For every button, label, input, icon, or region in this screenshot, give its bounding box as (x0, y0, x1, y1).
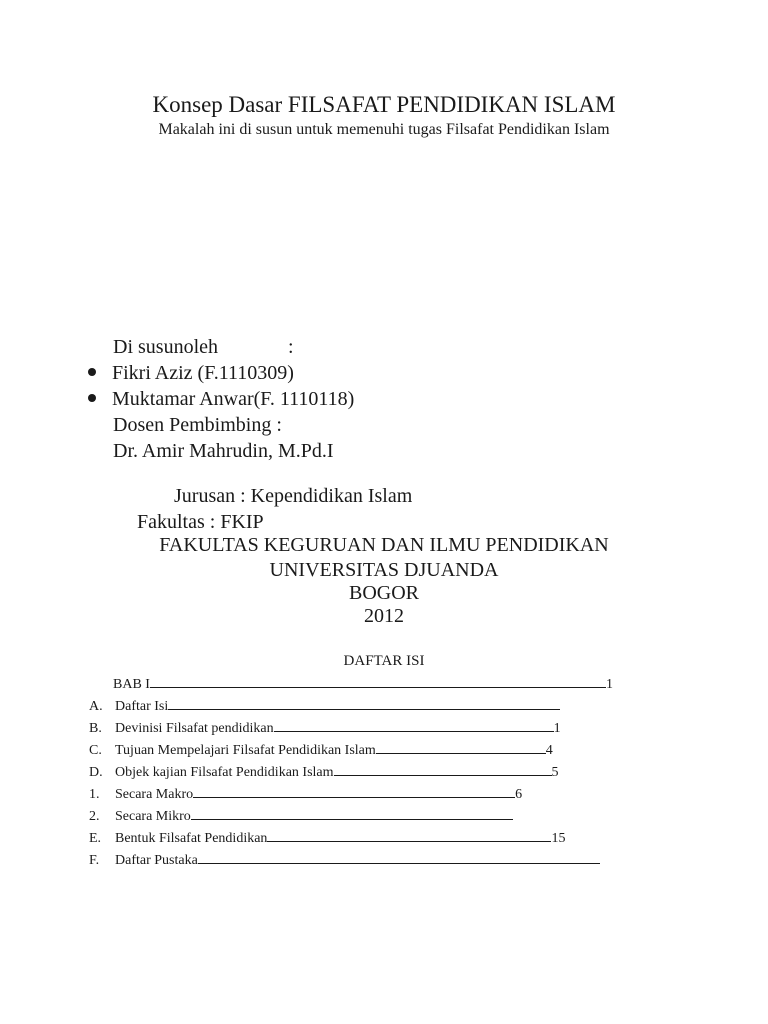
toc-entry-text: Secara Makro (115, 787, 194, 802)
toc-entry-text: Bentuk Filsafat Pendidikan (115, 831, 268, 846)
toc-leader-line (334, 763, 552, 776)
author-item (88, 388, 354, 411)
toc-entry-text: Daftar Isi (115, 699, 169, 714)
toc-leader-line (168, 697, 560, 710)
toc-entry-marker: 1. (89, 787, 100, 802)
toc-entry-page: 1 (553, 721, 561, 736)
faculty: Fakultas : FKIP (137, 511, 264, 533)
toc-entry (89, 851, 600, 869)
toc-entry-text: Daftar Pustaka (115, 853, 198, 868)
institution-university: UNIVERSITAS DJUANDA (269, 559, 499, 581)
toc-entry (89, 719, 561, 737)
toc-leader-line (274, 719, 554, 732)
institution-faculty: FAKULTAS KEGURUAN DAN ILMU PENDIDIKAN (159, 534, 609, 556)
toc-entry-page: 4 (545, 743, 553, 758)
toc-heading: DAFTAR ISI (343, 653, 425, 669)
page-subtitle: Makalah ini di susun untuk memenuhi tugas Filsafat Pendidikan Islam (158, 121, 610, 138)
department: Jurusan : Kependidikan Islam (174, 485, 413, 507)
bullet-icon (88, 368, 96, 376)
toc-entry-page: 15 (551, 831, 566, 846)
toc-entry (89, 741, 553, 759)
author-name: Muktamar Anwar(F. 1110118) (112, 388, 355, 410)
toc-entry-marker: D. (89, 765, 103, 780)
toc-entry-page: 6 (515, 787, 523, 802)
toc-entry-marker: F. (89, 853, 100, 868)
toc-leader-line (376, 741, 546, 754)
toc-entry-page: 1 (605, 677, 613, 692)
author-name: Fikri Aziz (F.1110309) (112, 362, 294, 384)
toc-entry-marker: B. (89, 721, 102, 736)
toc-entry-text: Tujuan Mempelajari Filsafat Pendidikan Islam (115, 743, 376, 758)
toc-entry-text: BAB I (113, 677, 150, 692)
toc-entry (89, 697, 560, 715)
bullet-icon (88, 394, 96, 402)
toc-leader-line (150, 675, 606, 688)
toc-entry (89, 763, 559, 781)
toc-entry-text: Secara Mikro (115, 809, 191, 824)
institution-city: BOGOR (348, 582, 419, 604)
supervisor-label: Dosen Pembimbing : (113, 414, 282, 436)
page-title: Konsep Dasar FILSAFAT PENDIDIKAN ISLAM (152, 92, 616, 117)
authors-label: Di susunoleh (113, 336, 218, 358)
toc-entry-text: Objek kajian Filsafat Pendidikan Islam (115, 765, 334, 780)
toc-entry (89, 829, 565, 847)
toc-entry (89, 785, 522, 803)
toc-leader-line (191, 807, 513, 820)
authors-colon: : (288, 336, 294, 358)
toc-entry-marker: A. (89, 699, 103, 714)
supervisor-name: Dr. Amir Mahrudin, M.Pd.I (113, 440, 334, 462)
toc-leader-line (193, 785, 515, 798)
toc-entry (113, 675, 613, 693)
toc-entry-marker: 2. (89, 809, 100, 824)
author-item (88, 362, 294, 385)
toc-leader-line (198, 851, 600, 864)
toc-entry (89, 807, 513, 825)
toc-entry-marker: E. (89, 831, 102, 846)
toc-entry-page: 5 (551, 765, 559, 780)
toc-entry-marker: C. (89, 743, 102, 758)
toc-entry-text: Devinisi Filsafat pendidikan (115, 721, 274, 736)
toc-leader-line (267, 829, 551, 842)
institution-year: 2012 (364, 605, 404, 627)
